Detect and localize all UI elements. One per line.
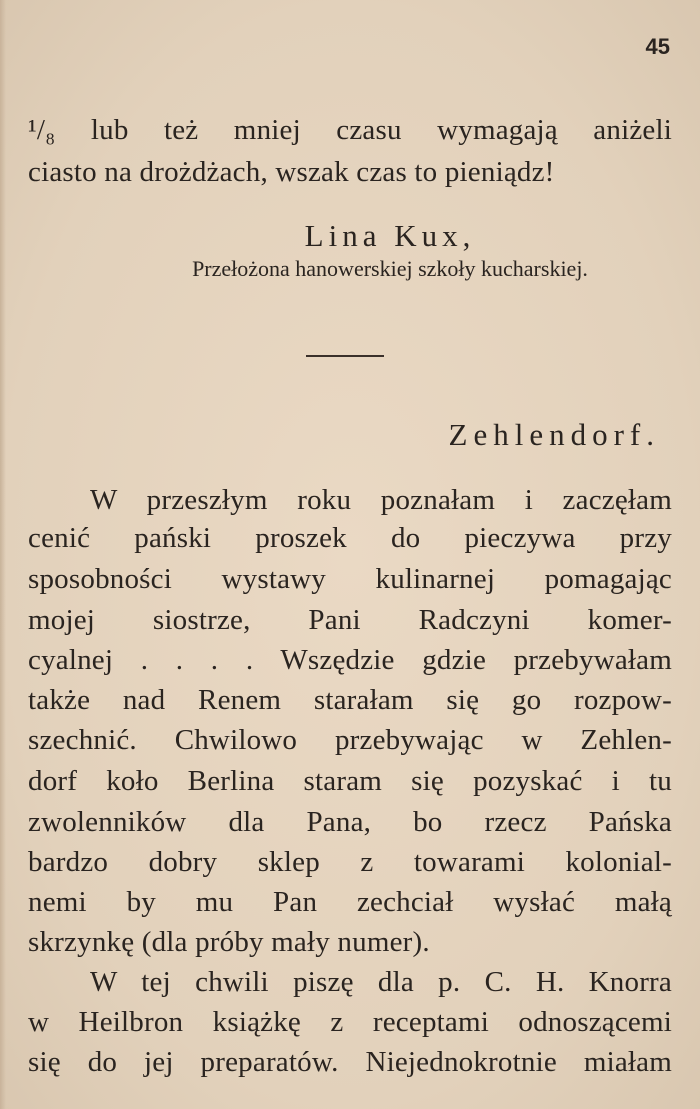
letter-line: w Heilbron książkę z receptami odnoszącemi (28, 1006, 672, 1038)
letter-line: W tej chwili piszę dla p. C. H. Knorra (90, 966, 672, 998)
intro-line: ciasto na drożdżach, wszak czas to pieniądz! (28, 156, 555, 188)
letter-line: cenić pański proszek do pieczywa przy (28, 522, 672, 554)
letter-line: skrzynkę (dla próby mały numer). (28, 926, 430, 958)
page-edge-shadow (0, 0, 6, 1109)
signature-title: Przełożona hanowerskiej szkoły kucharskiej. (192, 256, 588, 281)
place-heading: Zehlendorf. (448, 417, 660, 452)
page-number: 45 (645, 34, 670, 59)
letter-line: bardzo dobry sklep z towarami kolonial- (28, 846, 672, 878)
letter-line: W przeszłym roku poznałam i zaczęłam (90, 484, 672, 516)
intro-line: ¹/₈ lub też mniej czasu wymagają aniżeli (28, 114, 672, 146)
letter-line: mojej siostrze, Pani Radczyni komer- (28, 604, 672, 636)
letter-line: także nad Renem starałam się go rozpow- (28, 684, 672, 716)
letter-line: szechnić. Chwilowo przebywając w Zehlen- (28, 724, 672, 756)
letter-line: dorf koło Berlina staram się pozyskać i tu (28, 765, 672, 797)
letter-line: cyalnej . . . . Wszędzie gdzie przebywałam (28, 644, 672, 676)
section-divider (306, 355, 384, 357)
letter-line: nemi by mu Pan zechciał wysłać małą (28, 886, 672, 918)
letter-line: sposobności wystawy kulinarnej pomagając (28, 563, 672, 595)
letter-line: zwolenników dla Pana, bo rzecz Pańska (28, 806, 672, 838)
letter-line: się do jej preparatów. Niejednokrotnie miałam (28, 1046, 672, 1078)
signature-name: Lina Kux, (304, 218, 476, 253)
